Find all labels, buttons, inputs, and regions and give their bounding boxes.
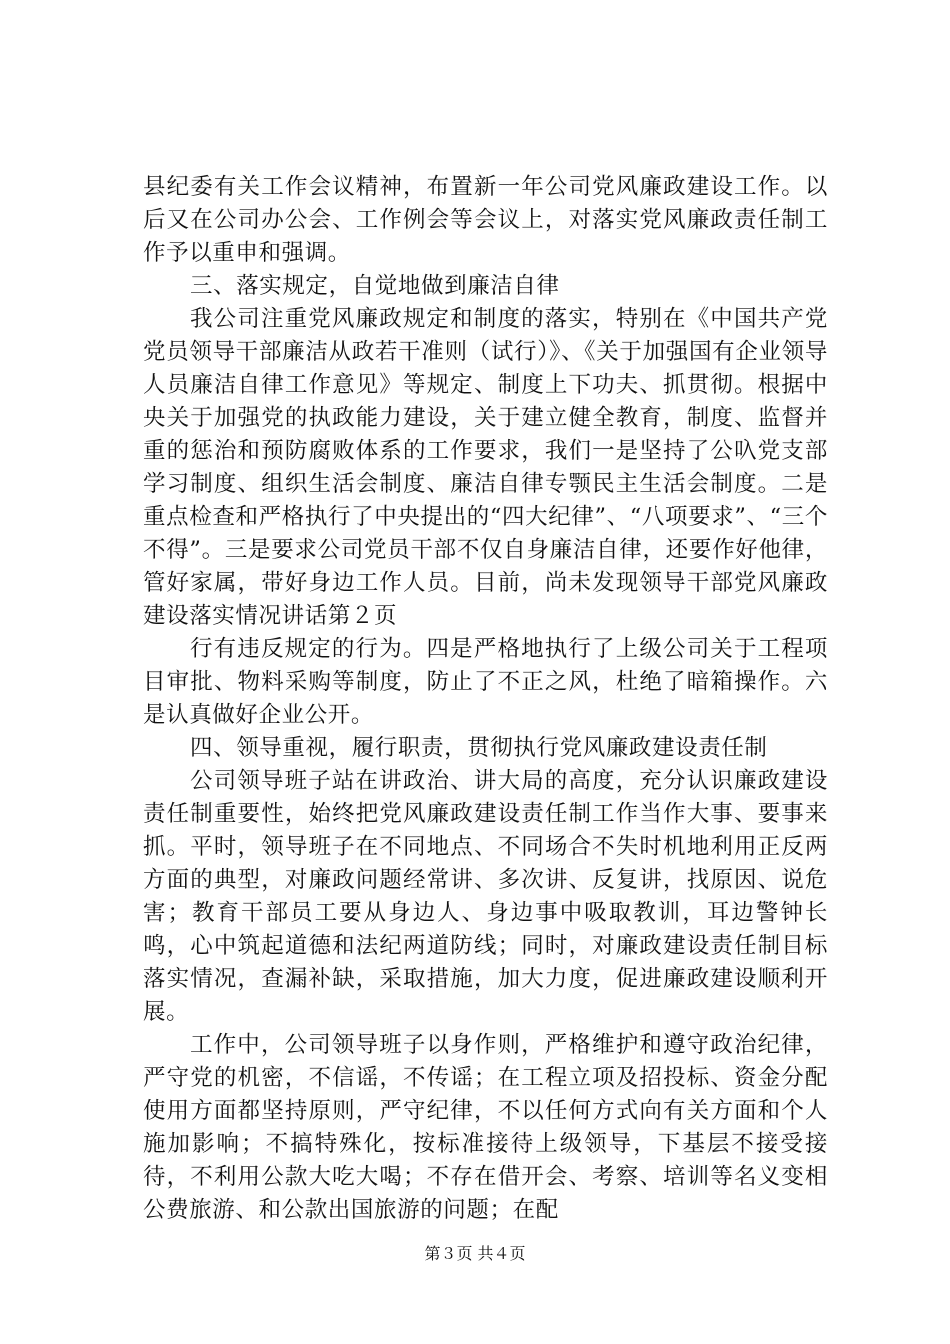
body-paragraph: 公司领导班子站在讲政治、讲大局的高度，充分认识廉政建设责任制重要性，始终把党风廉政建设责任制工作当作大事、要事来抓。平时，领导班子在不同地点、不同场合不失时机地利用正反两方面的典型，对廉政问题经常讲、多次讲、反复讲，找原因、说危害；教育干部员工要从身边人、身边事中吸取教训，耳边警钟长鸣，心中筑起道德和法纪两道防线；同时，对廉政建设责任制目标落实情况，查漏补缺，采取措施，加大力度，促进廉政建设顺利开展。	[143, 768, 828, 1025]
section-heading: 四、领导重视，履行职责，贯彻执行党风廉政建设责任制	[190, 735, 768, 761]
section-heading: 三、落实规定，自觉地做到廉洁自律	[190, 273, 560, 299]
body-paragraph: 行有违反规定的行为。四是严格地执行了上级公司关于工程项目审批、物料采购等制度，防止了不正之风，杜绝了暗箱操作。六是认真做好企业公开。	[143, 636, 828, 728]
page-footer: 第３页 共４页	[424, 1244, 526, 1263]
body-paragraph: 我公司注重党风廉政规定和制度的落实，特别在《中国共产党党员领导干部廉洁从政若干准则（试行）》、《关于加强国有企业领导人员廉洁自律工作意见》等规定、制度上下功夫、抓贯彻。根据中央关于加强党的执政能力建设，关于建立健全教育，制度、监督并重的惩治和预防腐败体系的工作要求，我们一是坚持了公叺党支部学习制度、组织生活会制度、廉洁自律专颚民主生活会制度。二是重点检查和严格执行了中央提出的“四大纪律”、“八项要求”、“三个不得”。三是要求公司党员干部不仅自身廉洁自律，还要作好他律，管好家属，带好身边工作人员。目前，尚未发现领导干部党风廉政建设落实情况讲话第２页	[143, 306, 828, 629]
body-paragraph: 工作中，公司领导班子以身作则，严格维护和遵守政治纪律，严守党的机密，不信谣，不传谣；在工程立项及招投标、资金分配使用方面都坚持原则，严守纪律，不以任何方式向有关方面和个人施加影响；不搞特殊化，按标准接待上级领导，下基层不接受接待，不利用公款大吃大喝；不存在借开会、考察、培训等名义变相公费旅游、和公款出国旅游的问题；在配	[143, 1032, 828, 1223]
body-paragraph: 县纪委有关工作会议精神，布置新一年公司党风廉政建设工作。以后又在公司办公会、工作例会等会议上，对落实党风廉政责任制工作予以重申和强调。	[143, 174, 828, 266]
document-body	[143, 171, 828, 1227]
